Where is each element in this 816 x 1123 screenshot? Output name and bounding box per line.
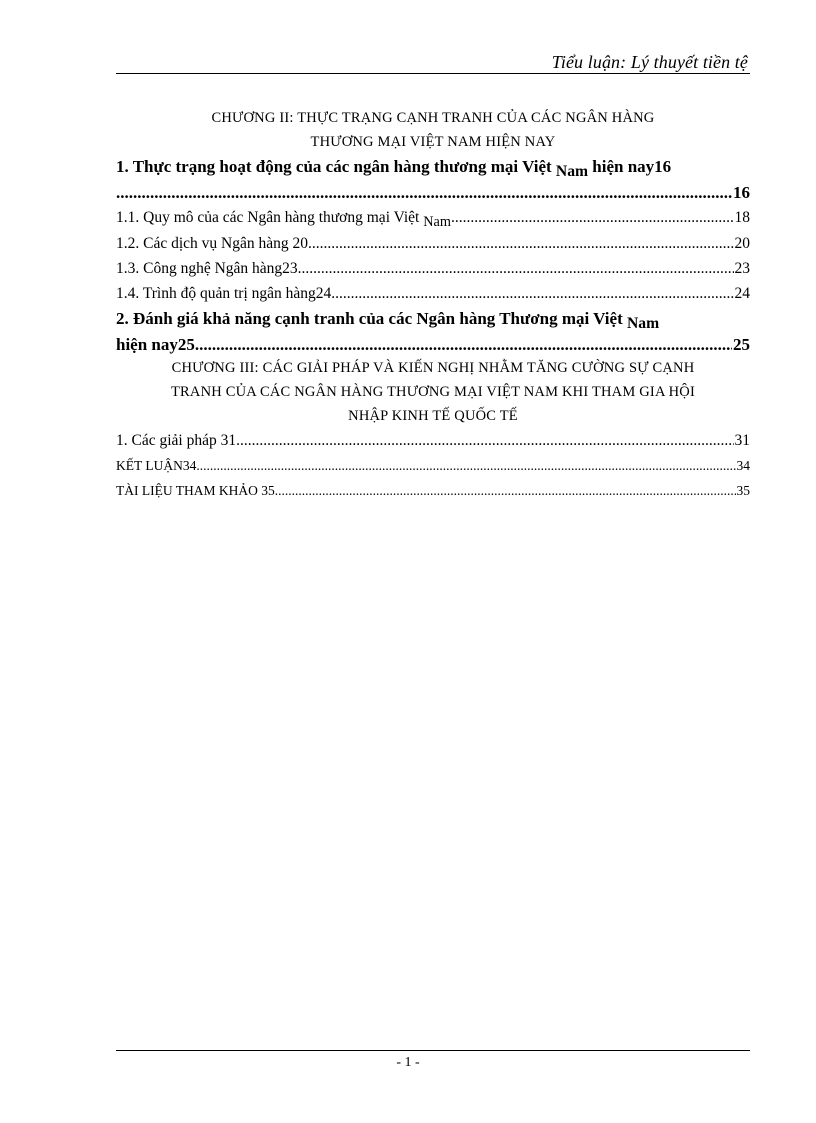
toc-entry-1-2[interactable]: [116, 231, 750, 256]
toc-entry-1-sub: Nam: [555, 163, 589, 180]
toc-entry-1-3-page: 23: [734, 260, 750, 277]
dot-leader: [275, 478, 736, 503]
table-of-contents: [116, 106, 750, 503]
toc-entry-1-text-after: hiện nay16: [588, 157, 672, 176]
toc-entry-1-1-text: 1.1. Quy mô của các Ngân hàng thương mại Việt: [116, 209, 424, 226]
toc-entry-1-4-page: 24: [734, 285, 750, 302]
toc-entry-1-3[interactable]: [116, 256, 750, 281]
dot-leader: [195, 332, 732, 357]
toc-entry-3-1[interactable]: [116, 428, 750, 453]
toc-chapter-3-heading[interactable]: [116, 356, 750, 428]
toc-entry-conclusion[interactable]: [116, 453, 750, 478]
toc-entry-3-1-page: 31: [734, 432, 750, 449]
toc-entry-1-3-text: 1.3. Công nghệ Ngân hàng23: [116, 260, 298, 277]
dot-leader: [331, 281, 733, 306]
toc-conclusion-page: 34: [736, 458, 750, 473]
dot-leader: [196, 453, 735, 478]
toc-entry-1-4-text: 1.4. Trình độ quản trị ngân hàng24: [116, 285, 332, 302]
chapter-3-line-2: TRANH CỦA CÁC NGÂN HÀNG THƯƠNG MẠI VIỆT NAM KHI THAM GIA HỘI: [170, 384, 696, 400]
toc-entry-1-1[interactable]: [116, 205, 750, 231]
dot-leader: [116, 180, 732, 205]
toc-entry-1-2-page: 20: [734, 235, 750, 252]
toc-references-text: TÀI LIỆU THAM KHẢO 35: [116, 483, 275, 498]
dot-leader: [236, 428, 733, 453]
dot-leader: [451, 205, 734, 230]
toc-references-page: 35: [736, 483, 750, 498]
toc-entry-2-page: 25: [733, 335, 750, 354]
toc-entry-1-page: 16: [733, 183, 750, 202]
toc-entry-2-text: 2. Đánh giá khả năng cạnh tranh của các Ngân hàng Thương mại Việt: [116, 309, 627, 328]
page-number: - 1 -: [396, 1055, 420, 1070]
toc-entry-2-sub: Nam: [627, 315, 660, 332]
header-rule: [116, 73, 750, 74]
toc-entry-references[interactable]: [116, 478, 750, 503]
toc-chapter-2-heading[interactable]: [116, 106, 750, 154]
chapter-2-line-1: CHƯƠNG II: THỰC TRẠNG CẠNH TRANH CỦA CÁC NGÂN HÀNG: [211, 110, 655, 126]
toc-entry-1-2-text: 1.2. Các dịch vụ Ngân hàng 20: [116, 235, 308, 252]
toc-entry-1-4[interactable]: [116, 281, 750, 306]
toc-entry-3-1-text: 1. Các giải pháp 31: [116, 432, 237, 449]
dot-leader: [298, 256, 734, 281]
toc-conclusion-text: KẾT LUẬN34: [116, 458, 197, 473]
toc-entry-1-1-sub: Nam: [423, 214, 451, 230]
chapter-3-line-1: CHƯƠNG III: CÁC GIẢI PHÁP VÀ KIẾN NGHỊ NHẰM TĂNG CƯỜNG SỰ CẠNH: [171, 360, 695, 376]
running-header: Tiểu luận: Lý thuyết tiền tệ: [551, 52, 748, 72]
toc-entry-2[interactable]: [116, 306, 750, 357]
toc-entry-1-1-page: 18: [734, 209, 750, 226]
toc-entry-1[interactable]: [116, 154, 750, 205]
chapter-2-line-2: THƯƠNG MẠI VIỆT NAM HIỆN NAY: [310, 134, 556, 150]
footer-rule: [116, 1050, 750, 1051]
toc-entry-1-text: 1. Thực trạng hoạt động của các ngân hàng thương mại Việt: [116, 157, 556, 176]
toc-entry-2-text-line-2: hiện nay25: [116, 335, 195, 354]
chapter-3-line-3: NHẬP KINH TẾ QUỐC TẾ: [348, 408, 518, 424]
dot-leader: [308, 231, 734, 256]
